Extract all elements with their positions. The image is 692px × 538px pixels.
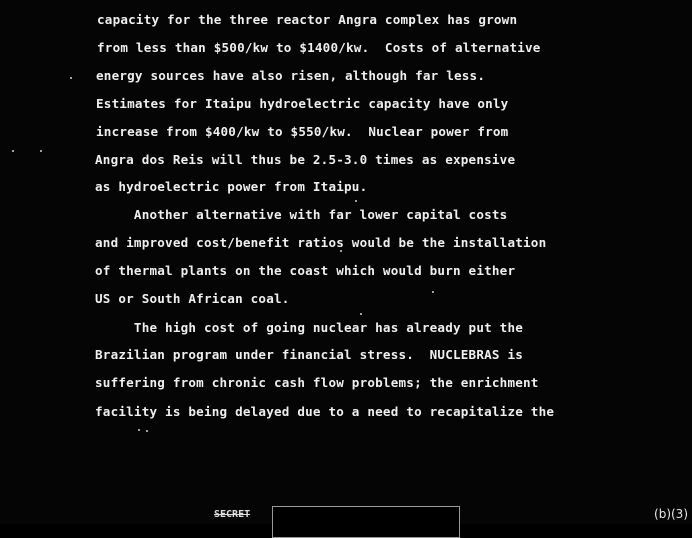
text-line-4: Estimates for Itaipu hydroelectric capacity have only (96, 96, 509, 111)
text-line-15: facility is being delayed due to a need to recapitalize the (95, 404, 555, 419)
text-line-5: increase from $400/kw to $550/kw. Nuclear power from (96, 124, 509, 139)
exemption-code: (b)(3) (654, 507, 688, 521)
text-line-10: of thermal plants on the coast which would burn either (95, 263, 516, 278)
text-line-3: energy sources have also risen, although far less. (96, 68, 486, 83)
scan-speck (146, 430, 148, 432)
scan-speck (360, 313, 362, 315)
text-line-8: Another alternative with far lower capital costs (95, 207, 508, 222)
text-line-9: and improved cost/benefit ratios would be the installation (95, 235, 547, 250)
scan-speck (12, 150, 14, 152)
text-line-11: US or South African coal. (95, 291, 290, 306)
text-line-14: suffering from chronic cash flow problems; the enrichment (95, 375, 539, 390)
scan-speck (432, 291, 434, 293)
scan-speck (70, 77, 72, 79)
text-line-12: The high cost of going nuclear has already put the (95, 320, 524, 335)
text-line-6: Angra dos Reis will thus be 2.5-3.0 times as expensive (95, 152, 516, 167)
classification-marking: SECRET (214, 509, 251, 520)
text-line-1: capacity for the three reactor Angra complex has grown (97, 12, 518, 27)
scan-speck (40, 150, 42, 152)
scan-speck (340, 250, 342, 252)
redaction-box (272, 506, 460, 538)
text-line-7: as hydroelectric power from Itaipu. (95, 179, 368, 194)
scan-speck (138, 429, 140, 431)
text-line-2: from less than $500/kw to $1400/kw. Costs of alternative (97, 40, 541, 55)
text-line-13: Brazilian program under financial stress. NUCLEBRAS is (95, 347, 524, 362)
scan-speck (355, 200, 357, 202)
